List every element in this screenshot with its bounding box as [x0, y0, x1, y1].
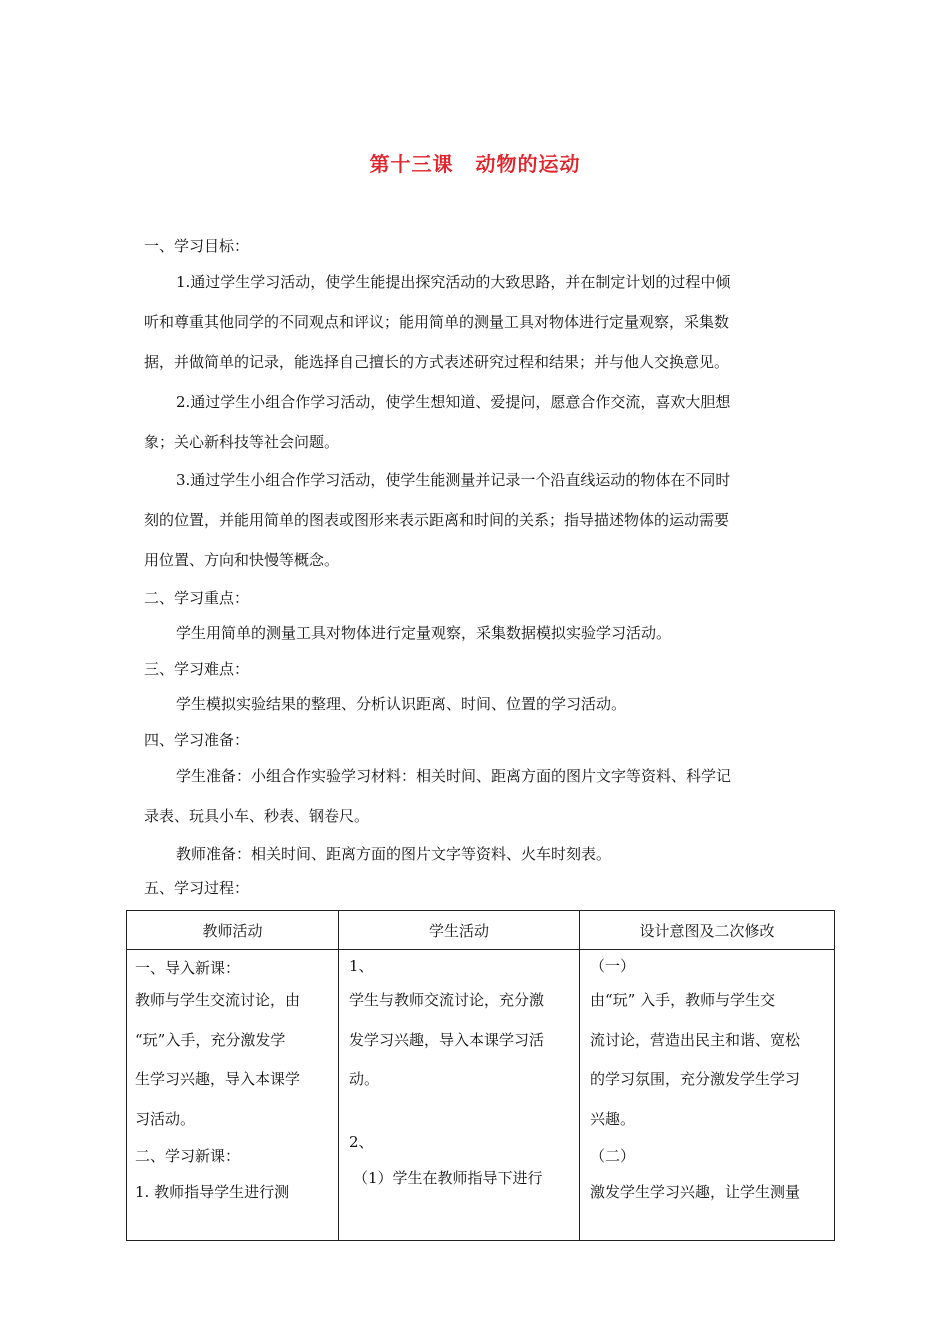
design-line: 兴趣。 — [590, 1110, 636, 1128]
section-heading-key-points: 二、学习重点： — [144, 589, 250, 607]
goal-3-line-3: 用位置、方向和快慢等概念。 — [144, 551, 340, 569]
teacher-prep-text: 教师准备：相关时间、距离方面的图片文字等资料、火车时刻表。 — [176, 845, 612, 863]
goal-3-line-2: 刻的位置，并能用简单的图表或图形来表示距离和时间的关系；指导描述物体的运动需要 — [144, 511, 730, 529]
design-line: 由“玩” 入手，教师与学生交 — [590, 991, 776, 1009]
header-student-activity: 学生活动 — [339, 911, 580, 950]
design-line: 激发学生学习兴趣，让学生测量 — [590, 1183, 801, 1201]
teacher-line: 教师与学生交流讨论，由 — [135, 991, 301, 1009]
page-title — [0, 148, 950, 177]
process-table — [126, 910, 835, 1241]
student-prep-line-1: 学生准备：小组合作实验学习材料：相关时间、距离方面的图片文字等资料、科学记 — [176, 767, 732, 785]
student-line: 1、 — [349, 957, 374, 975]
student-line: 学生与教师交流讨论，充分激 — [349, 991, 545, 1009]
header-teacher-activity: 教师活动 — [127, 911, 339, 950]
section-heading-difficulties: 三、学习难点： — [144, 660, 250, 678]
difficulties-text: 学生模拟实验结果的整理、分析认识距离、时间、位置的学习活动。 — [176, 695, 627, 713]
student-line: （1）学生在教师指导下进行 — [353, 1169, 543, 1187]
design-line: 的学习氛围，充分激发学生学习 — [590, 1070, 801, 1088]
design-line: 流讨论，营造出民主和谐、宽松 — [590, 1031, 801, 1049]
goal-2-line-1: 2.通过学生小组合作学习活动，使学生想知道、爱提问，愿意合作交流，喜欢大胆想 — [176, 393, 731, 411]
design-line: （二） — [590, 1147, 636, 1165]
goal-1-line-2: 听和尊重其他同学的不同观点和评议；能用简单的测量工具对物体进行定量观察，采集数 — [144, 313, 730, 331]
teacher-activity-cell — [127, 950, 339, 1241]
section-heading-preparation: 四、学习准备： — [144, 731, 250, 749]
design-line: （一） — [590, 957, 636, 975]
student-line: 发学习兴趣，导入本课学习活 — [349, 1031, 545, 1049]
teacher-line: 一、导入新课： — [135, 959, 241, 977]
teacher-line: 1. 教师指导学生进行测 — [135, 1183, 290, 1201]
student-activity-cell — [339, 950, 580, 1241]
goal-1-line-3: 据，并做简单的记录，能选择自己擅长的方式表述研究过程和结果；并与他人交换意见。 — [144, 353, 730, 371]
table-row — [127, 950, 835, 1241]
student-line: 2、 — [349, 1133, 374, 1151]
lesson-name: 动物的运动 — [475, 152, 581, 176]
student-prep-line-2: 录表、玩具小车、秒表、钢卷尺。 — [144, 807, 370, 825]
teacher-line: 生学习兴趣，导入本课学 — [135, 1070, 301, 1088]
section-heading-process: 五、学习过程： — [144, 879, 250, 897]
lesson-number: 第十三课 — [369, 152, 454, 176]
goal-2-line-2: 象；关心新科技等社会问题。 — [144, 433, 340, 451]
goal-1-line-1: 1.通过学生学习活动，使学生能提出探究活动的大致思路，并在制定计划的过程中倾 — [176, 273, 731, 291]
design-intent-cell — [580, 950, 835, 1241]
section-heading-goals: 一、学习目标： — [144, 237, 250, 255]
teacher-line: “玩”入手，充分激发学 — [135, 1031, 286, 1049]
teacher-line: 二、学习新课： — [135, 1147, 241, 1165]
table-header-row — [127, 911, 835, 950]
teacher-line: 习活动。 — [135, 1110, 196, 1128]
student-line: 动。 — [349, 1070, 380, 1088]
key-points-text: 学生用简单的测量工具对物体进行定量观察，采集数据模拟实验学习活动。 — [176, 624, 672, 642]
goal-3-line-1: 3.通过学生小组合作学习活动，使学生能测量并记录一个沿直线运动的物体在不同时 — [176, 471, 731, 489]
header-design-intent: 设计意图及二次修改 — [580, 911, 835, 950]
